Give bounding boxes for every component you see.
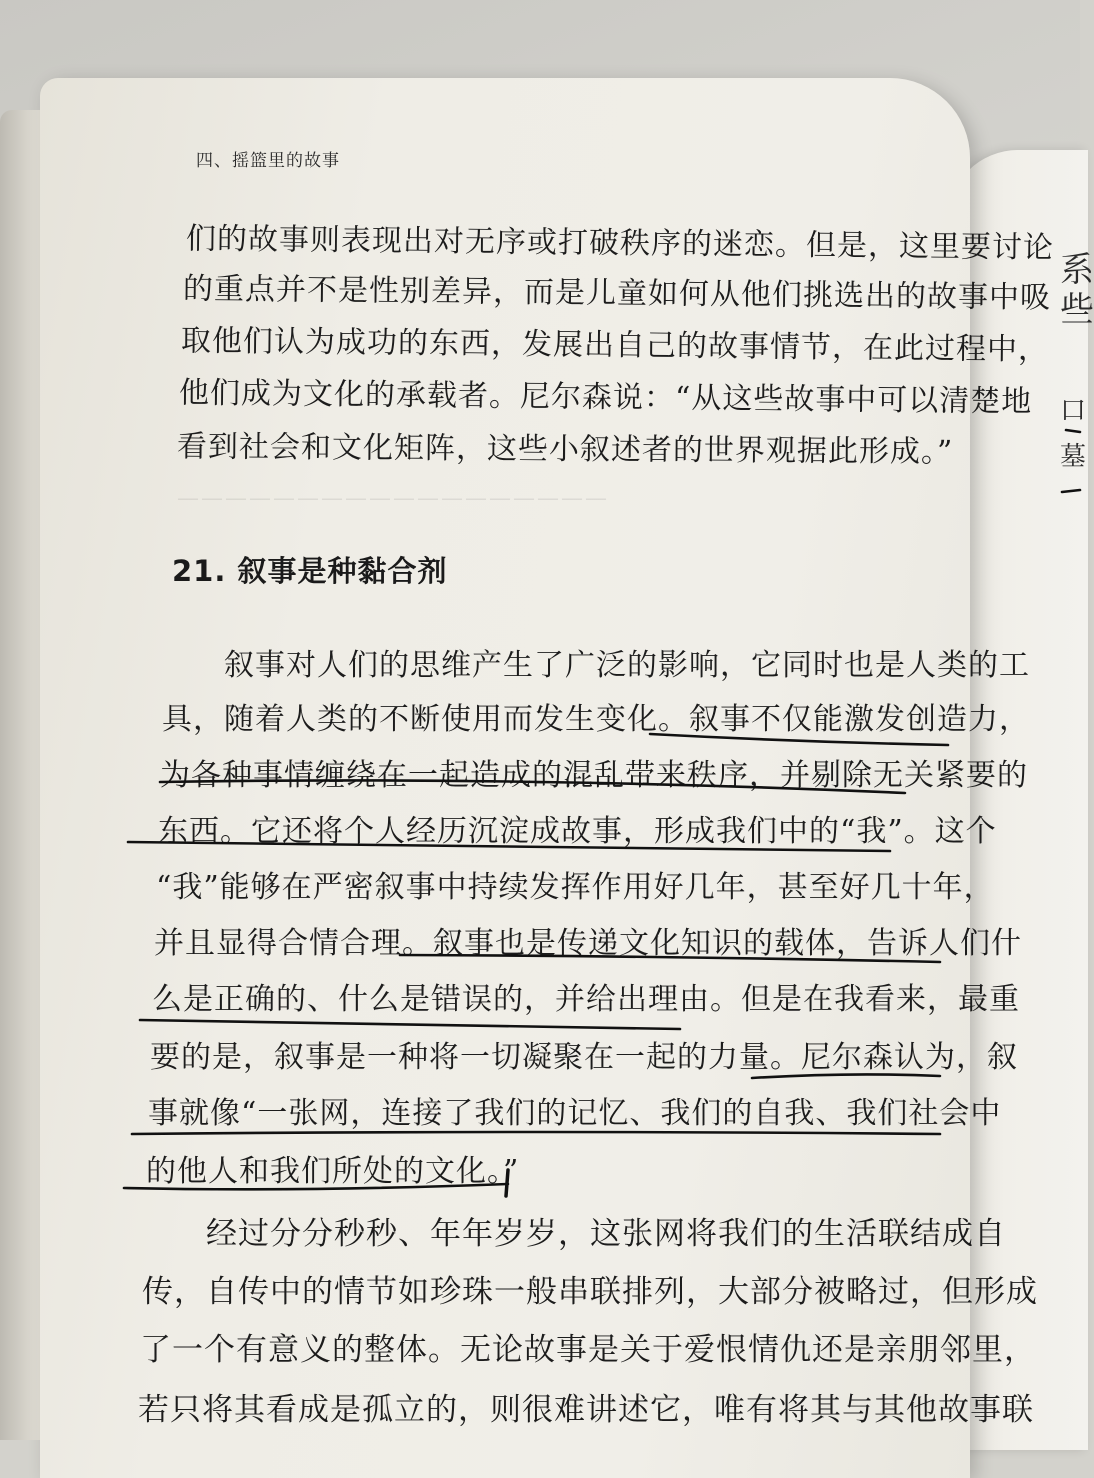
facing-page-glyph: 些 bbox=[1060, 290, 1094, 330]
facing-page-glyph: 口 bbox=[1060, 396, 1087, 426]
show-through-decoration: —————————————————— bbox=[175, 486, 607, 511]
text-line: 他们成为文化的承载者。尼尔森说：“从这些故事中可以清楚地 bbox=[178, 375, 1033, 420]
text-line: 么是正确的、什么是错误的，并给出理由。但是在我看来，最重 bbox=[152, 982, 1020, 1017]
text-line: 经过分分秒秒、年年岁岁，这张网将我们的生活联结成自 bbox=[206, 1216, 1006, 1252]
text-line: 的他人和我们所处的文化。” bbox=[146, 1154, 520, 1189]
text-line: 叙事对人们的思维产生了广泛的影响，它同时也是人类的工 bbox=[224, 648, 1030, 683]
text-line: 为各种事情缠绕在一起造成的混乱带来秩序，并剔除无关紧要的 bbox=[160, 758, 1028, 793]
text-line: 取他们认为成功的东西，发展出自己的故事情节，在此过程中， bbox=[180, 323, 1050, 368]
text-line: 传，自传中的情节如珍珠一般串联排列，大部分被略过，但形成 bbox=[142, 1274, 1038, 1310]
text-line: 具，随着人类的不断使用而发生变化。叙事不仅能激发创造力， bbox=[162, 702, 1030, 737]
facing-page-glyph: 墓 bbox=[1060, 442, 1087, 472]
text-line: 若只将其看成是孤立的，则很难讲述它，唯有将其与其他故事联 bbox=[138, 1392, 1034, 1428]
text-line: 并且显得合情合理。叙事也是传递文化知识的载体，告诉人们什 bbox=[154, 926, 1022, 961]
running-header: 四、摇篮里的故事 bbox=[196, 151, 340, 171]
text-line: 的重点并不是性别差异，而是儿童如何从他们挑选出的故事中吸 bbox=[182, 271, 1052, 316]
text-line: 事就像“一张网，连接了我们的记忆、我们的自我、我们社会中 bbox=[148, 1096, 1002, 1131]
text-line: 们的故事则表现出对无序或打破秩序的迷恋。但是，这里要讨论 bbox=[185, 221, 1055, 266]
facing-page-glyph: 系 bbox=[1060, 250, 1094, 290]
text-line: “我”能够在严密叙事中持续发挥作用好几年，甚至好几十年， bbox=[156, 870, 995, 905]
text-line: 要的是，叙事是一种将一切凝聚在一起的力量。尼尔森认为，叙 bbox=[150, 1040, 1018, 1075]
text-line: 看到社会和文化矩阵，这些小叙述者的世界观据此形成。” bbox=[176, 429, 954, 470]
text-line: 东西。它还将个人经历沉淀成故事，形成我们中的“我”。这个 bbox=[158, 814, 997, 849]
section-title: 21. 叙事是种黏合剂 bbox=[172, 554, 448, 588]
text-line: 了一个有意义的整体。无论故事是关于爱恨情仇还是亲朋邻里， bbox=[140, 1332, 1036, 1368]
